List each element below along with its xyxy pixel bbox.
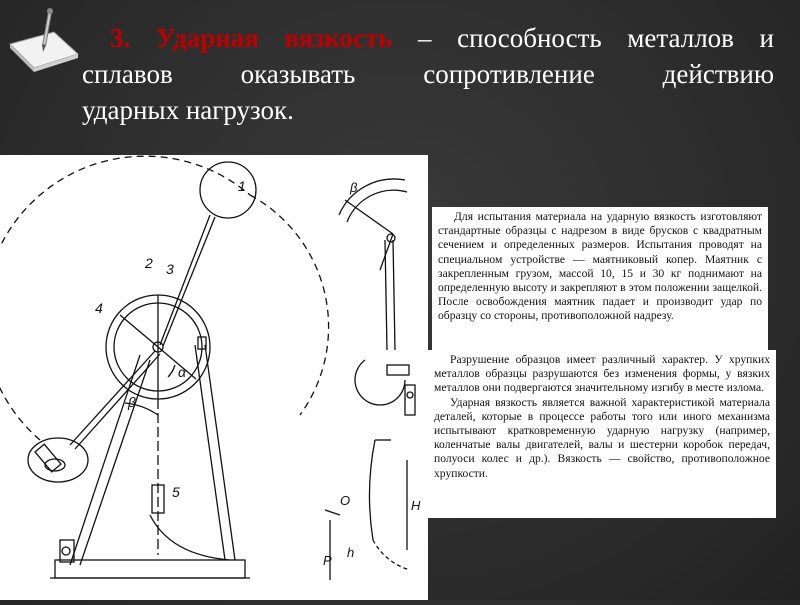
label-2: 2 bbox=[145, 255, 153, 271]
label-1: 1 bbox=[238, 178, 246, 194]
notepad-pen-icon bbox=[4, 4, 86, 76]
label-4: 4 bbox=[95, 300, 103, 316]
heading-line2: сплавов оказывать сопротивление действию bbox=[82, 59, 774, 89]
heading-line1-rest: – способность металлов и bbox=[418, 23, 774, 53]
label-5: 5 bbox=[172, 484, 180, 500]
description-box-fracture bbox=[428, 350, 776, 518]
heading-line3: ударных нагрузок. bbox=[82, 95, 294, 125]
label-beta: β bbox=[128, 394, 136, 410]
label-beta-top: β bbox=[350, 180, 358, 195]
testing-description: Для испытания материала на ударную вязкость изготовляют стандартные образцы с надрезом в виде брусков с квадратным сечением и определенных размеров. Испытания проводят на специальном устройстве — маятниковый копер. Маятник с закрепленным грузом, массой 10, 15 и 30 кг поднимают на определенную высоту и закрепляют в этом положении защелкой. После освобождения маятник падает и производит удар по образцу со стороны, противоположной надрезу. bbox=[438, 210, 762, 323]
label-O: O bbox=[340, 493, 351, 508]
heading-term: Ударная вязкость bbox=[155, 23, 393, 53]
fracture-paragraph: Разрушение образцов имеет различный характер. У хрупких металлов образцы разрушаются без изменения формы, у вязких металлов они подвергаются значительному изгибу в месте излома. bbox=[434, 353, 770, 395]
description-box-testing bbox=[432, 207, 768, 357]
slide-heading bbox=[82, 20, 774, 128]
label-h: h bbox=[347, 545, 355, 560]
label-H: H bbox=[411, 498, 421, 513]
heading-number: 3. bbox=[110, 23, 131, 53]
specimen-detail-diagrams bbox=[325, 160, 425, 600]
label-P: P bbox=[323, 553, 332, 568]
label-alpha: α bbox=[178, 364, 186, 380]
toughness-paragraph: Ударная вязкость является важной характеристикой материала деталей, которые в процессе работы того или иного механизма испытывают кратковременную ударную нагрузку (например, коленчатые валы двигателей, валы и шестерни коробок передач, полуоси колес и др.). Вязкость — свойство, противоположное хрупкости. bbox=[434, 395, 770, 480]
label-3: 3 bbox=[166, 261, 174, 277]
